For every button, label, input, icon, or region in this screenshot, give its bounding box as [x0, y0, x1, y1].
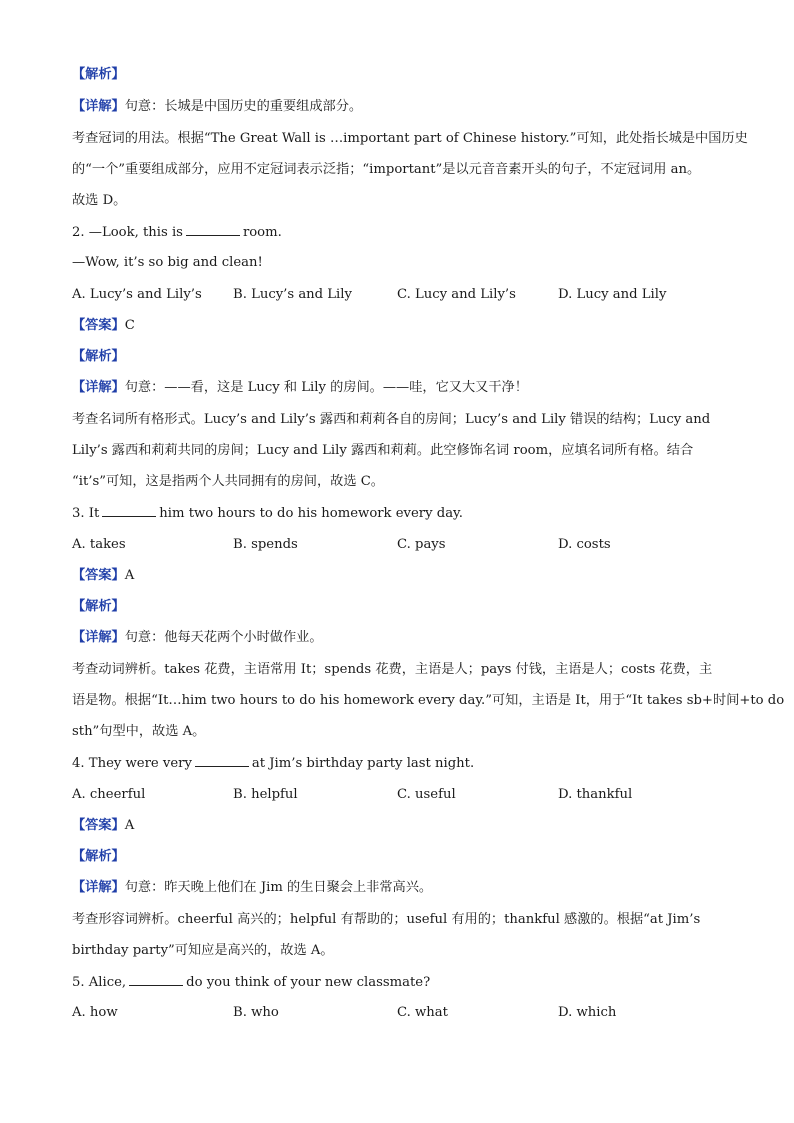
q4-stem: [72, 754, 474, 773]
q2-option-d: D. Lucy and Lily: [558, 287, 667, 302]
q3-detail-text: 句意：他每天花两个小时做作业。: [124, 630, 323, 645]
q1-explain-line3: 故选 D。: [72, 193, 127, 208]
q3-explain-line1: 考查动词辨析。takes 花费，主语常用 It；spends 花费，主语是人；pays 付钱，主语是人；costs 花费，主: [72, 662, 713, 677]
q3-option-d: D. costs: [558, 537, 611, 552]
q2-stem-a: 2. —Look, this is: [72, 225, 183, 240]
q3-analysis-tag: 【解析】: [72, 599, 125, 614]
q1-detail-tag: 【详解】: [72, 99, 125, 114]
q2-analysis-tag: 【解析】: [72, 349, 125, 364]
q4-stem-b: at Jim’s birthday party last night.: [251, 756, 475, 771]
q3-option-b: B. spends: [233, 537, 298, 552]
q5-option-d: D. which: [558, 1005, 617, 1020]
q4-explain-line2: birthday party”可知应是高兴的，故选 A。: [72, 943, 334, 958]
q3-detail-tag: 【详解】: [72, 630, 125, 645]
q4-detail: [72, 879, 432, 897]
q3-option-a: A. takes: [72, 537, 126, 552]
q3-stem-a: 3. It: [72, 506, 100, 521]
q5-stem: [72, 973, 430, 992]
q4-option-b: B. helpful: [233, 787, 298, 802]
q1-explain-line2: 的“一个”重要组成部分，应用不定冠词表示泛指；“important”是以元音音素开头的句子，不定冠词用 an。: [72, 162, 701, 177]
q4-option-a: A. cheerful: [72, 787, 146, 802]
q2-detail-tag: 【详解】: [72, 380, 125, 395]
q5-option-a: A. how: [72, 1005, 118, 1020]
q5-option-b: B. who: [233, 1005, 279, 1020]
q2-answer: [72, 317, 135, 335]
q3-stem: [72, 504, 463, 523]
q5-option-c: C. what: [397, 1005, 448, 1020]
q5-stem-a: 5. Alice,: [72, 975, 127, 990]
q3-detail: [72, 629, 323, 647]
q1-explain-line1: 考查冠词的用法。根据“The Great Wall is …important part of Chinese history.”可知，此处指长城是中国历史: [72, 131, 748, 146]
q3-blank: [102, 504, 156, 517]
q1-analysis-tag: 【解析】: [72, 67, 125, 82]
q3-stem-b: him two hours to do his homework every day.: [159, 506, 463, 521]
q5-blank: [129, 973, 183, 986]
q2-detail-text: 句意：——看，这是 Lucy 和 Lily 的房间。——哇，它又大又干净！: [124, 380, 528, 395]
q2-answer-tag: 【答案】: [72, 318, 125, 333]
q2-option-a: A. Lucy’s and Lily’s: [72, 287, 202, 302]
q5-stem-b: do you think of your new classmate?: [186, 975, 431, 990]
q2-stem-line2: —Wow, it’s so big and clean!: [72, 255, 263, 270]
q3-explain-line3: sth”句型中，故选 A。: [72, 724, 206, 739]
q4-option-c: C. useful: [397, 787, 456, 802]
q4-detail-tag: 【详解】: [72, 880, 125, 895]
q3-answer-value: A: [124, 568, 135, 583]
q4-answer-value: A: [124, 818, 135, 833]
q1-detail: [72, 98, 362, 116]
q4-explain-line1: 考查形容词辨析。cheerful 高兴的；helpful 有帮助的；useful 有用的；thankful 感激的。根据“at Jim’s: [72, 912, 701, 927]
q2-explain-line1: 考查名词所有格形式。Lucy’s and Lily’s 露西和莉莉各自的房间；Lucy’s and Lily 错误的结构；Lucy and: [72, 412, 711, 427]
q4-answer-tag: 【答案】: [72, 818, 125, 833]
q4-detail-text: 句意：昨天晚上他们在 Jim 的生日聚会上非常高兴。: [124, 880, 433, 895]
q2-blank: [186, 223, 240, 236]
q2-answer-value: C: [124, 318, 135, 333]
q2-detail: [72, 379, 528, 397]
q1-detail-text: 句意：长城是中国历史的重要组成部分。: [124, 99, 363, 114]
q3-answer: [72, 567, 134, 585]
q2-explain-line2: Lily’s 露西和莉莉共同的房间；Lucy and Lily 露西和莉莉。此空修饰名词 room，应填名词所有格。结合: [72, 443, 694, 458]
q2-stem: [72, 223, 282, 242]
q3-answer-tag: 【答案】: [72, 568, 125, 583]
q4-option-d: D. thankful: [558, 787, 633, 802]
q4-analysis-tag: 【解析】: [72, 849, 125, 864]
q4-blank: [195, 754, 249, 767]
q3-option-c: C. pays: [397, 537, 446, 552]
q2-stem-b: room.: [242, 225, 282, 240]
q3-explain-line2: 语是物。根据“It…him two hours to do his homework every day.”可知，主语是 It，用于“It takes sb+时间+to do: [72, 693, 785, 708]
q4-stem-a: 4. They were very: [72, 756, 192, 771]
q4-answer: [72, 817, 134, 835]
q2-option-c: C. Lucy and Lily’s: [397, 287, 516, 302]
q2-explain-line3: “it’s”可知，这是指两个人共同拥有的房间，故选 C。: [72, 474, 384, 489]
q2-option-b: B. Lucy’s and Lily: [233, 287, 352, 302]
